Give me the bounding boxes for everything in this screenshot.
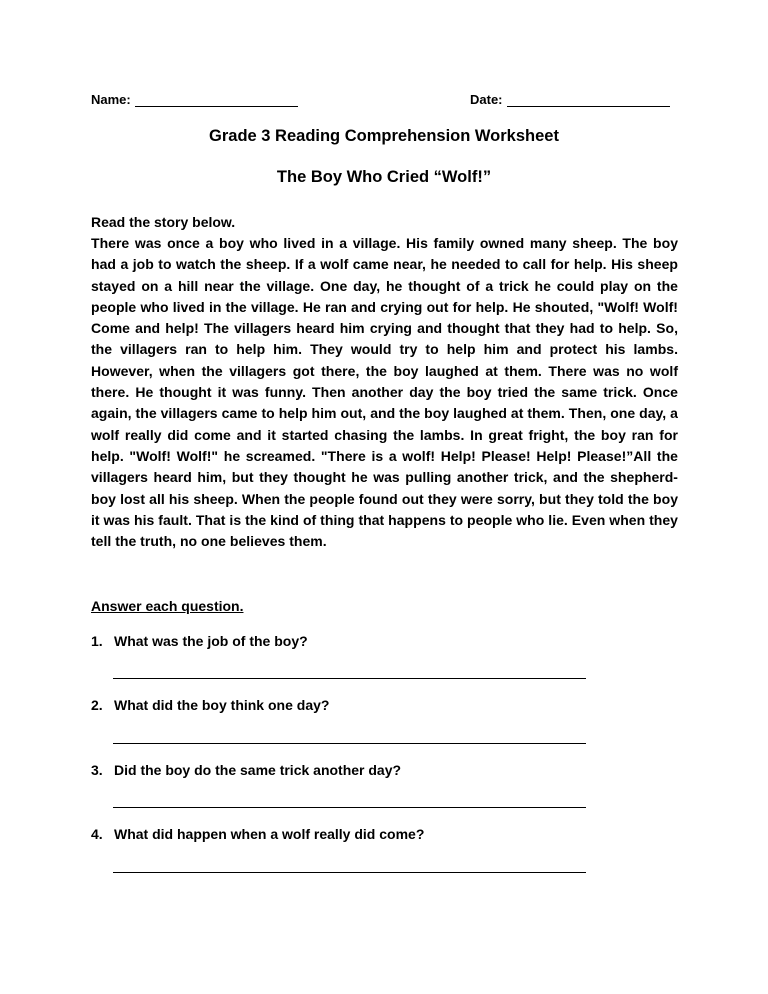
question-4 xyxy=(91,826,424,842)
date-field xyxy=(470,92,670,107)
date-blank-line[interactable] xyxy=(507,93,670,107)
question-number: 3. xyxy=(91,762,103,778)
header-row xyxy=(91,92,681,112)
story-title: The Boy Who Cried “Wolf!” xyxy=(276,168,492,186)
question-number: 4. xyxy=(91,826,103,842)
answer-line-3[interactable] xyxy=(113,807,586,808)
instruction-text: Read the story below. xyxy=(91,214,236,230)
answer-line-4[interactable] xyxy=(113,872,586,873)
question-3 xyxy=(91,762,401,778)
answer-line-2[interactable] xyxy=(113,743,586,744)
name-field xyxy=(91,92,298,107)
date-label: Date: xyxy=(470,92,503,107)
question-2 xyxy=(91,697,329,713)
name-label: Name: xyxy=(91,92,131,107)
question-number: 1. xyxy=(91,633,103,649)
question-text: What was the job of the boy? xyxy=(114,633,308,649)
answer-heading: Answer each question. xyxy=(91,598,244,614)
question-number: 2. xyxy=(91,697,103,713)
question-text: What did the boy think one day? xyxy=(114,697,330,713)
question-text: Did the boy do the same trick another day? xyxy=(114,762,402,778)
name-blank-line[interactable] xyxy=(135,93,298,107)
story-paragraph: There was once a boy who lived in a village. His family owned many sheep. The boy had a job to watch the sheep. If a wolf came near, he needed to call for help. His sheep stayed on a hill near the village. One day, he thought of a trick he could play on the people who lived in the village. He ran and crying out for help. He shouted, "Wolf! Wolf! Come and help! The villagers heard him crying and thought that they had to help. So, the villagers ran to help him. They would try to help him and protect his lambs. However, when the villagers got there, the boy laughed at them. There was no wolf there. He thought it was funny. Then another day the boy tried the same trick. Once again, the villagers came to help him out, and the boy laughed at them. Then, one day, a wolf really did come and it started chasing the lambs. In great fright, the boy ran for help. "Wolf! Wolf!" he screamed. "There is a wolf! Help! Please! Help! Please!”All the villagers heard him, but they thought he was pulling another trick, and the shepherd-boy lost all his sheep. When the people found out they were sorry, but they told the boy it was his fault. That is the kind of thing that happens to people who lie. Even when they tell the truth, no one believes them. xyxy=(91,235,678,550)
question-1 xyxy=(91,633,308,649)
answer-line-1[interactable] xyxy=(113,678,586,679)
worksheet-title: Grade 3 Reading Comprehension Worksheet xyxy=(209,127,559,145)
question-text: What did happen when a wolf really did come? xyxy=(114,826,425,842)
